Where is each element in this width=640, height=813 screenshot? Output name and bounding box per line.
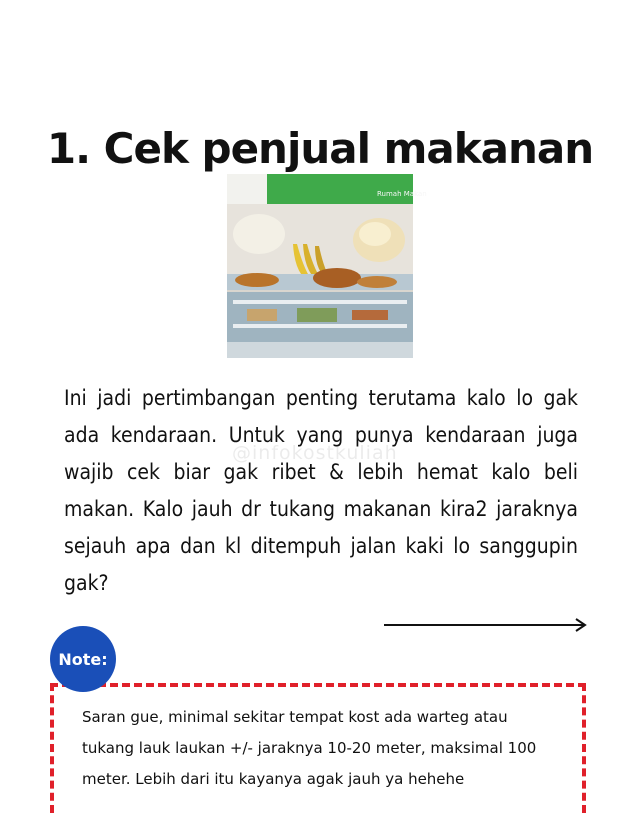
arrow-right-icon — [384, 616, 590, 634]
page-title: 1. Cek penjual makanan — [46, 124, 594, 174]
stall-sign-text: Rumah Makan — [377, 190, 427, 198]
note-badge — [50, 626, 116, 692]
note-label: Note: — [58, 649, 108, 669]
food-stall-photo — [227, 174, 427, 358]
watermark: @infokostkuliah — [232, 442, 398, 464]
note-text: Saran gue, minimal sekitar tempat kost ada warteg atau tukang lauk laukan +/- jaraknya 10-20 meter, maksimal 100 meter. Lebih dari itu kayanya agak jauh ya hehehe — [82, 708, 537, 788]
body-paragraph: Ini jadi pertimbangan penting terutama kalo lo gak ada kendaraan. Untuk yang punya kendaraan juga wajib cek biar gak ribet & lebih hemat kalo beli makan. Kalo jauh dr tukang makanan kira2 jaraknya sejauh apa dan kl ditempuh jalan kaki lo sanggupin gak? — [64, 386, 578, 595]
